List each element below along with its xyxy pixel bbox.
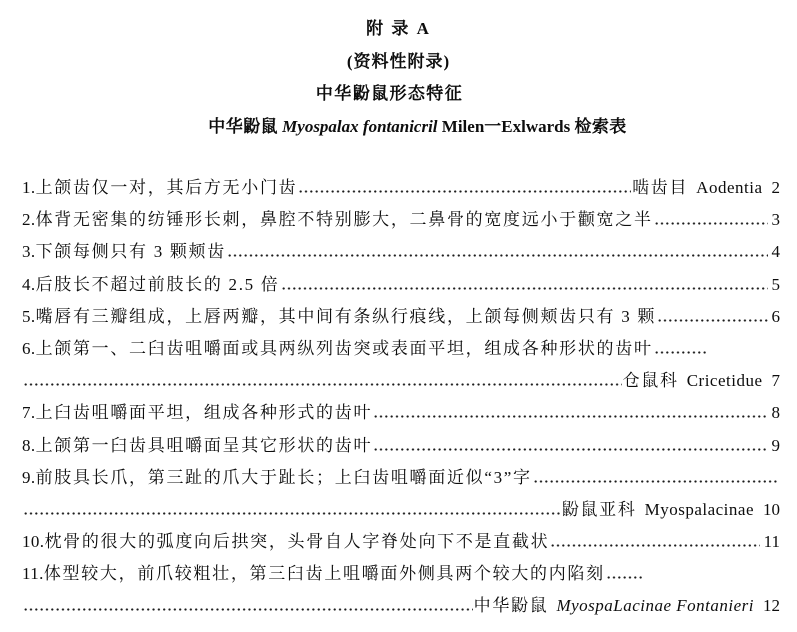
key-row-8 — [22, 430, 780, 462]
key-next-step: 11 — [763, 532, 780, 552]
key-step-number: 7. — [22, 403, 36, 423]
key-title-scientific-name: Myospalax fontanicril — [282, 116, 438, 136]
dot-leader — [23, 383, 622, 386]
key-couplet-text: 上颌第一臼齿具咀嚼面呈其它形状的齿叶 — [35, 435, 373, 455]
key-title-common-name: 中华鼢鼠 — [208, 116, 278, 136]
key-couplet-text: 前肢具长爪，第三趾的爪大于趾长；上臼齿咀嚼面近似“3”字 — [35, 467, 532, 487]
section-title: 中华鼢鼠形态特征 — [315, 84, 464, 104]
key-title-suffix: 检索表 — [574, 116, 627, 136]
key-row-6 — [22, 333, 780, 365]
key-row-2 — [22, 204, 780, 236]
key-step-number: 5. — [22, 306, 36, 326]
key-taxon-chinese: 仓鼠科 — [622, 371, 679, 391]
key-next-step: 8 — [771, 403, 780, 423]
key-taxon-latin: Cricetidue — [686, 371, 763, 391]
key-couplet-text: 后肢长不超过前肢长的 2.5 倍 — [35, 274, 280, 294]
dot-leader — [654, 222, 768, 225]
key-next-step: 12 — [763, 596, 780, 616]
dot-leader — [657, 319, 767, 322]
dot-leader — [227, 254, 768, 257]
key-couplet-text: 体型较大，前爪较粗壮，第三臼齿上咀嚼面外侧具两个较大的内陷刻 — [43, 564, 605, 584]
dot-leader — [373, 415, 767, 418]
key-next-step: 4 — [771, 242, 780, 262]
dot-leader — [23, 512, 561, 515]
key-step-number: 2. — [22, 210, 36, 230]
key-next-step: 6 — [771, 306, 780, 326]
key-row-3 — [22, 236, 780, 268]
key-next-step: 5 — [771, 274, 780, 294]
key-row-11-continued — [22, 590, 780, 622]
appendix-type: (资料性附录) — [346, 51, 451, 71]
key-step-number: 8. — [22, 435, 36, 455]
dot-leader — [654, 351, 706, 354]
dot-leader — [23, 608, 473, 611]
key-taxon-chinese: 啮齿目 — [632, 178, 689, 197]
key-couplet-text: 上臼齿咀嚼面平坦，组成各种形式的齿叶 — [35, 403, 373, 423]
key-taxon-chinese: 鼢鼠亚科 — [561, 499, 637, 519]
key-couplet-text: 体背无密集的纺锤形长刺，鼻腔不特别膨大，二鼻骨的宽度远小于颧宽之半 — [35, 210, 653, 230]
key-step-number: 11. — [22, 564, 44, 584]
key-row-6-continued — [22, 365, 780, 397]
key-row-5 — [22, 301, 780, 333]
key-row-1 — [22, 172, 780, 204]
key-step-number: 4. — [22, 274, 36, 294]
key-taxon-latin: Myospalacinae — [644, 499, 754, 519]
key-row-9 — [22, 462, 780, 494]
dot-leader — [373, 448, 767, 451]
key-step-number: 3. — [22, 242, 36, 262]
key-couplet-text: 枕骨的很大的弧度向后拱突，头骨自人字脊处向下不是直截状 — [44, 532, 550, 552]
dot-leader — [298, 190, 631, 193]
key-couplet-text: 嘴唇有三瓣组成，上唇两瓣，其中间有条纵行痕线，上颌每侧颊齿只有 3 颗 — [35, 306, 657, 326]
key-next-step: 2 — [771, 178, 780, 197]
key-couplet-text: 上颌第一、二臼齿咀嚼面或具两纵列齿突或表面平坦，组成各种形状的齿叶 — [35, 338, 653, 358]
key-step-number: 10. — [22, 532, 45, 552]
key-row-9-continued — [22, 494, 780, 526]
key-step-number: 1. — [22, 178, 36, 197]
key-taxon-latin: Aodentia — [696, 178, 763, 197]
dot-leader — [606, 576, 644, 579]
key-next-step: 7 — [771, 371, 780, 391]
key-row-10 — [22, 526, 780, 558]
identification-key — [22, 172, 780, 623]
key-step-number: 6. — [22, 338, 36, 358]
key-step-number: 9. — [22, 467, 36, 487]
key-row-11 — [22, 558, 780, 590]
key-row-4 — [22, 269, 780, 301]
dot-leader — [533, 480, 779, 483]
dot-leader — [550, 544, 759, 547]
key-taxon-latin: MyospaLacinae Fontanieri — [556, 596, 754, 616]
dot-leader — [281, 287, 768, 290]
key-title — [19, 111, 797, 144]
key-title-authority: Milen一Exlwards — [441, 116, 571, 136]
key-couplet-text: 上颌齿仅一对，其后方无小门齿 — [35, 178, 298, 197]
key-couplet-text: 下颌每侧只有 3 颗颊齿 — [35, 242, 226, 262]
appendix-header — [0, 13, 797, 143]
key-next-step: 3 — [771, 210, 780, 230]
appendix-label: 附 录 A — [366, 19, 431, 38]
key-next-step: 10 — [763, 499, 780, 519]
key-row-7 — [22, 397, 780, 429]
key-taxon-chinese: 中华鼢鼠 — [473, 596, 549, 616]
key-next-step: 9 — [771, 435, 780, 455]
